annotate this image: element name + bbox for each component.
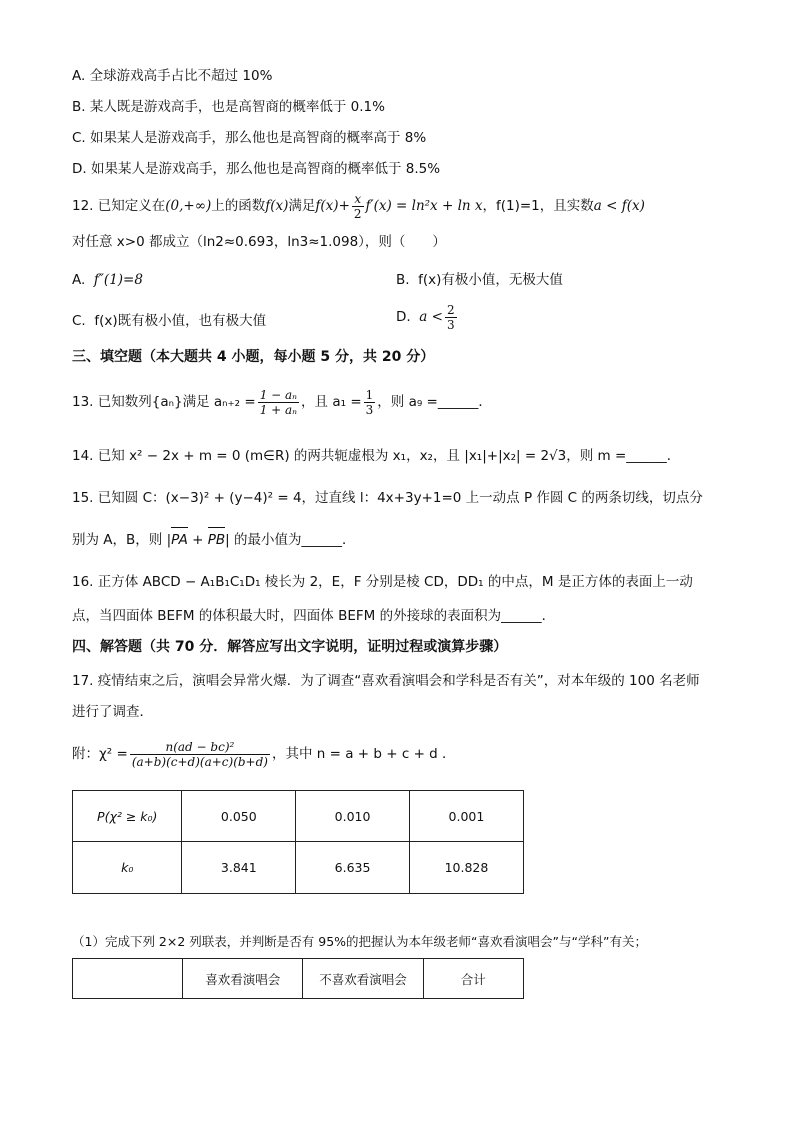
q12-option-d: D. a < $\frac{2}{3}$ — [396, 303, 455, 332]
q13-a1-fraction: $\frac{1}{3}$ — [365, 388, 374, 417]
q11-option-b: B. 某人既是游戏高手，也是高智商的概率低于 0.1% — [72, 99, 385, 115]
table-cell: 0.001 — [409, 791, 523, 842]
q17-stem-line2: 进行了调查． — [72, 704, 153, 720]
q16-answer-blank: ______． — [501, 608, 556, 624]
vector-pa: PA — [171, 532, 188, 548]
q11-option-c: C. 如果某人是游戏高手，那么他也是高智商的概率高于 8% — [72, 130, 427, 146]
q13-answer-blank: ______． — [437, 394, 492, 410]
q12-stem-line2: 对任意 x>0 都成立（ln2≈0.693，ln3≈1.098），则（ ） — [72, 234, 446, 250]
chi-square-fraction: $\frac{\text{n(ad − bc)²}}{(a+b)(c+d)(a+c)(b+d)}$ — [131, 740, 268, 769]
q11-option-a: A. 全球游戏高手占比不超过 10% — [72, 68, 273, 84]
q15-stem-line1: 15. 已知圆 C：(x−3)² + (y−4)² = 4，过直线 l：4x+3y+1=0 上一动点 P 作圆 C 的两条切线，切点分 — [72, 490, 703, 506]
q16-stem-line2: 点，当四面体 BEFM 的体积最大时，四面体 BEFM 的外接球的表面积为______． — [72, 608, 556, 624]
table-cell: 合计 — [423, 959, 523, 999]
q14-answer-blank: ______． — [626, 448, 681, 464]
contingency-header-row — [73, 959, 524, 999]
q13-stem: 13. 已知数列{aₙ}满足 aₙ₊₂ = $\frac{\text{1 − aₙ}}{\text{1 + aₙ}}$ ，且 a₁ = $\frac{1}{3}$ ，则 a₉ =______． — [72, 388, 492, 417]
q15-stem-line2: 别为 A，B，则 |PA + PB| 的最小值为______． — [72, 532, 356, 548]
q13-fraction: $\frac{\text{1 − aₙ}}{\text{1 + aₙ}}$ — [259, 388, 298, 417]
q12-fraction: $\frac{x}{2}$ — [353, 192, 362, 221]
chi-table-row-probability — [73, 791, 524, 842]
q16-stem-line1: 16. 正方体 ABCD − A₁B₁C₁D₁ 棱长为 2，E，F 分别是棱 CD，DD₁ 的中点，M 是正方体的表面上一动 — [72, 574, 693, 590]
table-cell — [73, 959, 183, 999]
q11-option-d: D. 如果某人是游戏高手，那么他也是高智商的概率低于 8.5% — [72, 161, 441, 177]
chi-square-table — [72, 790, 524, 894]
table-cell: 0.010 — [296, 791, 410, 842]
q12-option-c: C. f(x)既有极小值，也有极大值 — [72, 313, 267, 329]
q14-stem: 14. 已知 x² − 2x + m = 0 (m∈R) 的两共轭虚根为 x₁，x₂，且 |x₁|+|x₂| = 2√3，则 m =______． — [72, 448, 681, 464]
table-cell: 6.635 — [296, 842, 410, 894]
contingency-table — [72, 958, 524, 999]
table-cell: 3.841 — [182, 842, 296, 894]
table-cell: k₀ — [73, 842, 182, 894]
chi-square-formula: 附：χ² = $\frac{\text{n(ad − bc)²}}{(a+b)(c+d)(a+c)(b+d)}$ ，其中 n = a + b + c + d ． — [72, 740, 456, 769]
table-cell: 10.828 — [409, 842, 523, 894]
q15-answer-blank: ______． — [301, 532, 356, 548]
q12-option-d-fraction: $\frac{2}{3}$ — [446, 303, 455, 332]
q12-option-a: A. f″(1)=8 — [72, 272, 143, 288]
table-cell: 喜欢看演唱会 — [183, 959, 303, 999]
section3-title: 三、填空题（本大题共 4 小题，每小题 5 分，共 20 分） — [72, 349, 435, 365]
table-cell: P(χ² ≥ k₀) — [73, 791, 182, 842]
q12-option-b: B. f(x)有极小值，无极大值 — [396, 272, 563, 288]
table-cell: 0.050 — [182, 791, 296, 842]
q12-stem: 12. 已知定义在(0,+∞)上的函数f(x)满足f(x)+ $\frac{x}{2}$ f′(x) = ln²x + ln x，f(1)=1，且实数a < f(x) — [72, 192, 645, 221]
table-cell: 不喜欢看演唱会 — [303, 959, 423, 999]
vector-pb: PB — [207, 532, 226, 548]
section4-title: 四、解答题（共 70 分．解答应写出文字说明，证明过程或演算步骤） — [72, 639, 508, 655]
q17-part1: （1）完成下列 2×2 列联表，并判断是否有 95%的把握认为本年级老师“喜欢看演唱会”与“学科”有关； — [72, 934, 647, 949]
chi-table-row-critical — [73, 842, 524, 894]
q17-stem-line1: 17. 疫情结束之后，演唱会异常火爆．为了调查“喜欢看演唱会和学科是否有关”，对本年级的 100 名老师 — [72, 673, 700, 689]
